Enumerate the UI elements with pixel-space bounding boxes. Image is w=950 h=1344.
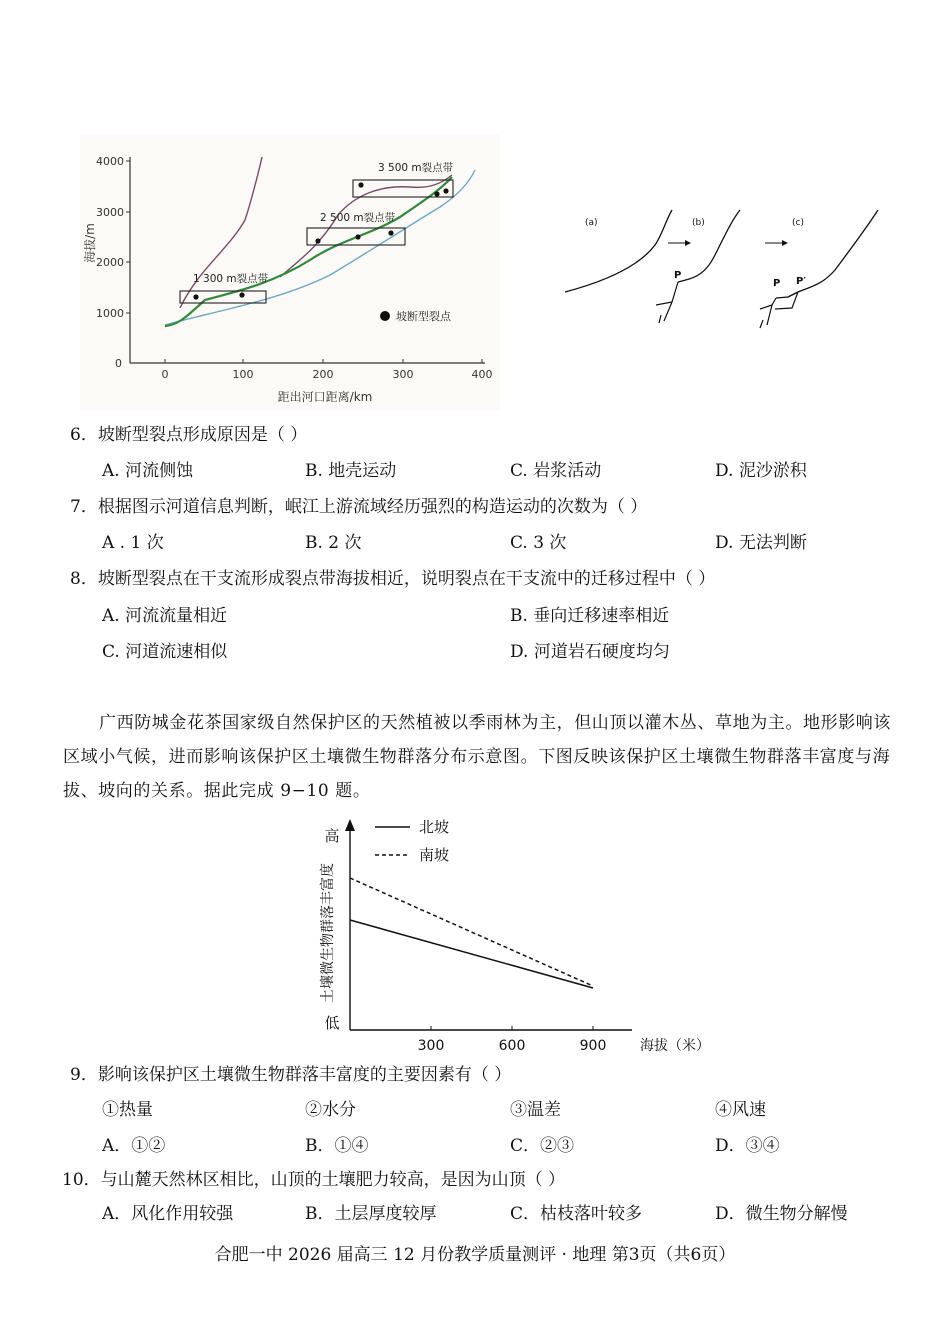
y-tick-3000: 3000 (96, 206, 124, 219)
origin-label: 0 (115, 357, 122, 370)
y-axis-arrow (345, 819, 355, 831)
passage: 广西防城金花茶国家级自然保护区的天然植被以季雨林为主，但山顶以灌木丛、草地为主。地形影响该区域小气候，进而影响该保护区土壤微生物群落分布示意图。下图反映该保护区土壤微生物群落丰富度与海拔、坡向的关系。据此完成 9−10 题。 (63, 713, 891, 801)
q8-option-d: D. 河道岩石硬度均匀 (510, 642, 670, 662)
q9-option-d: D．③④ (715, 1136, 780, 1156)
q8-option-c: C. 河道流速相似 (102, 642, 228, 662)
profile-b (678, 210, 740, 282)
x-axis-label: 距出河口距离/km (277, 390, 373, 404)
series-line-south (350, 878, 593, 986)
x-axis-title: 海拔（米） (640, 1038, 710, 1054)
factor-3: ③温差 (510, 1100, 561, 1120)
x-tick-label: 300 (417, 1038, 445, 1054)
question-8-stem: 8．坡断型裂点在干支流形成裂点带海拔相近，说明裂点在干支流中的迁移过程中（ ） (70, 569, 716, 589)
q8-option-a: A. 河流流量相近 (102, 606, 228, 626)
question-9-stem: 9．影响该保护区土壤微生物群落丰富度的主要因素有（ ） (70, 1065, 512, 1085)
q6-option-d: D. 泥沙淤积 (715, 461, 807, 481)
factor-4: ④风速 (715, 1100, 766, 1120)
q6-option-c: C. 岩浆活动 (510, 461, 602, 481)
q10-option-b: B．土层厚度较厚 (305, 1204, 437, 1224)
panel-c-label: (c) (792, 218, 804, 228)
y-axis-label: 海拔/m (83, 223, 97, 263)
q7-option-b: B. 2 次 (305, 533, 362, 553)
q9-option-a: A．①② (102, 1136, 166, 1156)
x-tick-0: 0 (161, 368, 169, 381)
q10-option-d: D．微生物分解慢 (715, 1204, 848, 1224)
question-6-stem: 6．坡断型裂点形成原因是（ ） (70, 425, 308, 445)
legend-label: 南坡 (419, 846, 450, 864)
fault-b (656, 282, 678, 323)
richness-altitude-chart (295, 815, 710, 1060)
q9-option-b: B．①④ (305, 1136, 369, 1156)
knickpoint (355, 234, 360, 239)
band-2500-label: 2 500 m裂点带 (320, 212, 396, 224)
legend-dot (380, 311, 390, 321)
question-10-stem: 10．与山麓天然林区相比，山顶的土壤肥力较高，是因为山顶（ ） (62, 1170, 566, 1190)
knickpoint (434, 191, 439, 196)
q6-option-b: B. 地壳运动 (305, 461, 397, 481)
x-tick-300: 300 (392, 368, 414, 381)
band-1300-label: 1 300 m裂点带 (193, 273, 269, 285)
factor-2: ②水分 (305, 1100, 356, 1120)
q8-option-b: B. 垂向迁移速率相近 (510, 606, 670, 626)
y-high-label: 高 (324, 827, 340, 845)
y-tick-1000: 1000 (96, 307, 124, 320)
knickpoint (443, 188, 448, 193)
knickpoint-migration-figure (560, 205, 890, 335)
q7-option-c: C. 3 次 (510, 533, 567, 553)
panel-a-label: (a) (585, 218, 598, 228)
x-tick-400: 400 (471, 368, 493, 381)
knickpoint (193, 294, 198, 299)
point-p-b: P (674, 270, 682, 281)
legend-label: 坡断型裂点 (396, 310, 451, 323)
x-tick-200: 200 (312, 368, 334, 381)
q7-option-a: A . 1 次 (102, 533, 164, 553)
question-7-stem: 7．根据图示河道信息判断，岷江上游流域经历强烈的构造运动的次数为（ ） (70, 497, 648, 517)
knickpoint (239, 292, 244, 297)
river-profile-figure (80, 135, 500, 410)
knickpoint (358, 182, 363, 187)
y-tick-4000: 4000 (96, 155, 124, 168)
q10-option-a: A．风化作用较强 (102, 1204, 234, 1224)
knickpoint (388, 230, 393, 235)
y-tick-2000: 2000 (96, 256, 124, 269)
q9-option-c: C．②③ (510, 1136, 575, 1156)
y-low-label: 低 (324, 1014, 340, 1032)
q7-option-d: D. 无法判断 (715, 533, 807, 553)
factor-1: ①热量 (102, 1100, 153, 1120)
panel-b-label: (b) (692, 218, 705, 228)
y-axis-title: 土壤微生物群落丰富度 (320, 863, 336, 1003)
legend-label: 北坡 (419, 818, 450, 836)
page-footer: 合肥一中 2026 届高三 12 月份教学质量测评 · 地理 第3页（共6页） (214, 1245, 736, 1265)
x-tick-label: 900 (579, 1038, 607, 1054)
series-line-north (350, 920, 593, 988)
q6-option-a: A. 河流侧蚀 (102, 461, 194, 481)
x-tick-label: 600 (498, 1038, 526, 1054)
point-p-c: P (773, 278, 781, 289)
x-tick-100: 100 (232, 368, 254, 381)
point-p-prime-c: P′ (796, 276, 806, 287)
band-3500-label: 3 500 m裂点带 (378, 162, 454, 174)
profile-a (565, 210, 672, 292)
knickpoint (315, 238, 320, 243)
q10-option-c: C．枯枝落叶较多 (510, 1204, 643, 1224)
